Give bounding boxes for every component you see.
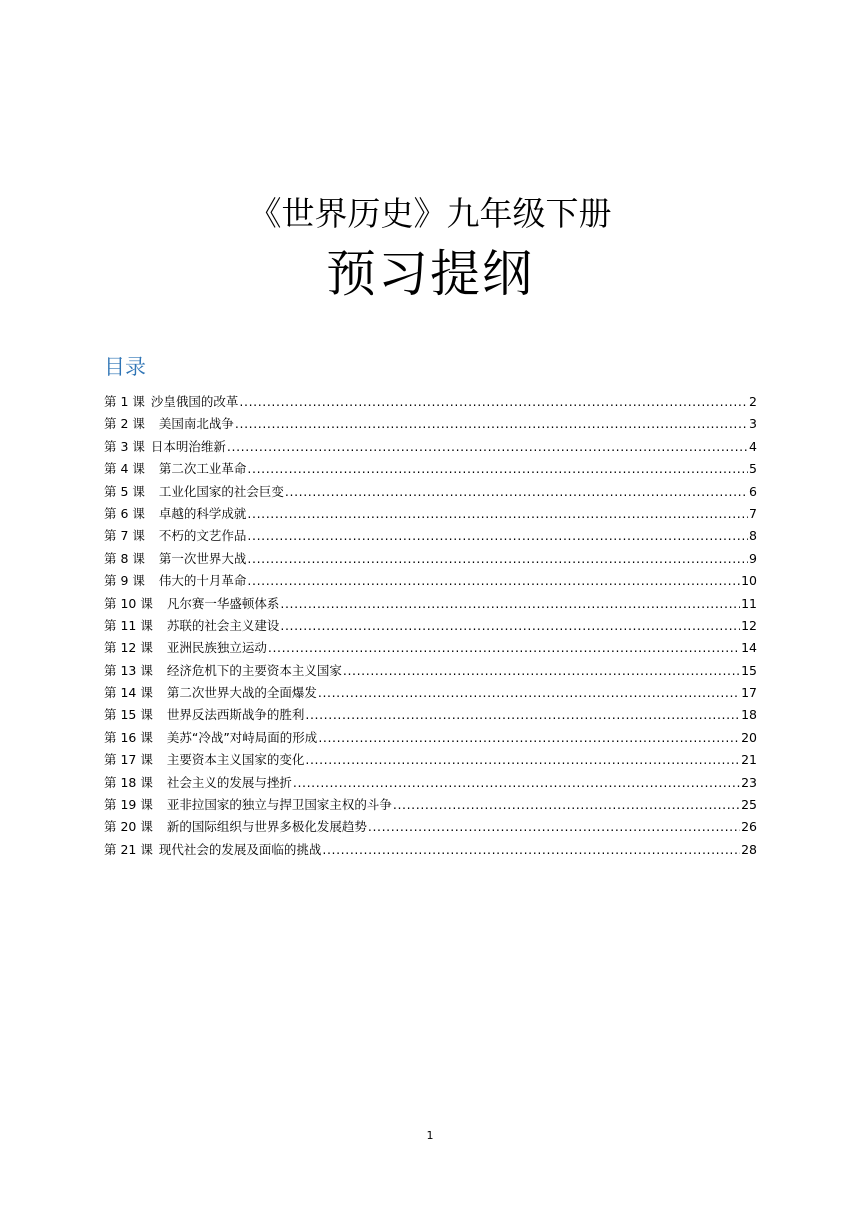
toc-dot-leader <box>227 436 748 458</box>
toc-page-number[interactable]: 11 <box>741 595 757 611</box>
toc-lesson-number: 第 11 课 <box>104 617 153 633</box>
toc-lesson-number: 第 14 课 <box>104 685 153 701</box>
toc-page-number[interactable]: 5 <box>749 461 757 477</box>
toc-entry[interactable] <box>104 682 757 704</box>
toc-dot-leader <box>268 637 740 659</box>
toc-entry[interactable] <box>104 615 757 637</box>
toc-entry[interactable] <box>104 593 757 615</box>
toc-lesson-title[interactable]: 苏联的社会主义建设 <box>166 617 280 633</box>
toc-lesson-title[interactable]: 伟大的十月革命 <box>158 573 247 589</box>
toc-lesson-number: 第 17 课 <box>104 752 153 768</box>
toc-lesson-number: 第 18 课 <box>104 774 153 790</box>
toc-entry[interactable] <box>104 772 757 794</box>
toc-page-number[interactable]: 28 <box>741 841 757 857</box>
toc-lesson-title[interactable]: 日本明治维新 <box>150 438 226 454</box>
toc-lesson-number: 第 15 课 <box>104 707 153 723</box>
toc-lesson-title[interactable]: 社会主义的发展与挫折 <box>166 774 292 790</box>
toc-lesson-number: 第 3 课 <box>104 438 145 454</box>
toc-lesson-title[interactable]: 经济危机下的主要资本主义国家 <box>166 662 342 678</box>
toc-lesson-number: 第 12 课 <box>104 640 153 656</box>
toc-page-number[interactable]: 21 <box>741 752 757 768</box>
toc-lesson-number: 第 10 课 <box>104 595 153 611</box>
toc-heading: 目录 <box>104 355 146 379</box>
toc-entry[interactable] <box>104 727 757 749</box>
toc-lesson-title[interactable]: 不朽的文艺作品 <box>158 528 247 544</box>
toc-page-number[interactable]: 15 <box>741 662 757 678</box>
toc-dot-leader <box>393 794 740 816</box>
toc-page-number[interactable]: 18 <box>741 707 757 723</box>
toc-page-number[interactable]: 3 <box>749 416 757 432</box>
toc-lesson-number: 第 8 课 <box>104 550 145 566</box>
toc-page-number[interactable]: 23 <box>741 774 757 790</box>
toc-lesson-number: 第 16 课 <box>104 729 153 745</box>
toc-lesson-title[interactable]: 亚非拉国家的独立与捍卫国家主权的斗争 <box>166 797 392 813</box>
toc-dot-leader <box>318 727 740 749</box>
toc-entry[interactable] <box>104 458 757 480</box>
toc-page-number[interactable]: 17 <box>741 685 757 701</box>
toc-dot-leader <box>280 593 740 615</box>
toc-page-number[interactable]: 7 <box>749 505 757 521</box>
toc-page-number[interactable]: 8 <box>749 528 757 544</box>
toc-entry[interactable] <box>104 816 757 838</box>
toc-lesson-title[interactable]: 世界反法西斯战争的胜利 <box>166 707 305 723</box>
toc-page-number[interactable]: 10 <box>741 573 757 589</box>
toc-lesson-number: 第 2 课 <box>104 416 145 432</box>
toc-dot-leader <box>305 704 740 726</box>
toc-lesson-title[interactable]: 沙皇俄国的改革 <box>150 394 239 409</box>
toc-entry[interactable] <box>104 548 757 570</box>
toc-dot-leader <box>247 570 740 592</box>
toc-lesson-number: 第 9 课 <box>104 573 145 589</box>
toc-entry[interactable] <box>104 704 757 726</box>
toc-entry[interactable] <box>104 525 757 547</box>
toc-lesson-title[interactable]: 现代社会的发展及面临的挑战 <box>158 841 322 857</box>
table-of-contents <box>104 391 757 861</box>
toc-page-number[interactable]: 14 <box>741 640 757 656</box>
toc-lesson-number: 第 5 课 <box>104 483 145 499</box>
toc-dot-leader <box>280 615 740 637</box>
toc-entry[interactable] <box>104 503 757 525</box>
toc-page-number[interactable]: 26 <box>741 819 757 835</box>
toc-lesson-title[interactable]: 第二次世界大战的全面爆发 <box>166 685 317 701</box>
toc-entry[interactable] <box>104 660 757 682</box>
toc-lesson-number: 第 19 课 <box>104 797 153 813</box>
toc-lesson-title[interactable]: 美苏“冷战”对峙局面的形成 <box>166 729 318 745</box>
page-number: 1 <box>426 1129 434 1142</box>
toc-lesson-title[interactable]: 凡尔赛一华盛顿体系 <box>166 595 280 611</box>
document-subtitle: 预习提纲 <box>326 245 534 303</box>
toc-entry[interactable] <box>104 391 757 413</box>
toc-lesson-number: 第 1 课 <box>104 394 145 409</box>
toc-lesson-number: 第 20 课 <box>104 819 153 835</box>
toc-dot-leader <box>247 503 748 525</box>
toc-lesson-title[interactable]: 第二次工业革命 <box>158 461 247 477</box>
toc-dot-leader <box>293 772 740 794</box>
toc-lesson-title[interactable]: 新的国际组织与世界多极化发展趋势 <box>166 819 367 835</box>
toc-page-number[interactable]: 12 <box>741 617 757 633</box>
toc-entry[interactable] <box>104 839 757 861</box>
toc-page-number[interactable]: 4 <box>749 438 757 454</box>
toc-lesson-number: 第 6 课 <box>104 505 145 521</box>
toc-lesson-title[interactable]: 第一次世界大战 <box>158 550 247 566</box>
toc-dot-leader <box>247 548 748 570</box>
document-title: 《世界历史》九年级下册 <box>248 194 612 233</box>
toc-dot-leader <box>285 481 748 503</box>
toc-page-number[interactable]: 2 <box>749 394 757 409</box>
toc-lesson-title[interactable]: 主要资本主义国家的变化 <box>166 752 305 768</box>
toc-lesson-title[interactable]: 美国南北战争 <box>158 416 234 432</box>
toc-lesson-title[interactable]: 工业化国家的社会巨变 <box>158 483 284 499</box>
toc-entry[interactable] <box>104 570 757 592</box>
toc-dot-leader <box>247 525 748 547</box>
toc-dot-leader <box>239 391 748 413</box>
toc-entry[interactable] <box>104 481 757 503</box>
toc-lesson-number: 第 4 课 <box>104 461 145 477</box>
toc-dot-leader <box>305 749 740 771</box>
toc-dot-leader <box>343 660 740 682</box>
toc-page-number[interactable]: 20 <box>741 729 757 745</box>
toc-lesson-number: 第 7 课 <box>104 528 145 544</box>
toc-dot-leader <box>235 413 748 435</box>
toc-dot-leader <box>368 816 740 838</box>
toc-page-number[interactable]: 6 <box>749 483 757 499</box>
toc-dot-leader <box>247 458 748 480</box>
toc-entry[interactable] <box>104 637 757 659</box>
toc-entry[interactable] <box>104 436 757 458</box>
toc-entry[interactable] <box>104 413 757 435</box>
toc-lesson-title[interactable]: 亚洲民族独立运动 <box>166 640 267 656</box>
toc-page-number[interactable]: 25 <box>741 797 757 813</box>
toc-lesson-number: 第 21 课 <box>104 841 153 857</box>
toc-lesson-number: 第 13 课 <box>104 662 153 678</box>
toc-lesson-title[interactable]: 卓越的科学成就 <box>158 505 247 521</box>
toc-entry[interactable] <box>104 749 757 771</box>
toc-page-number[interactable]: 9 <box>749 550 757 566</box>
toc-dot-leader <box>322 839 740 861</box>
toc-entry[interactable] <box>104 794 757 816</box>
toc-dot-leader <box>318 682 740 704</box>
